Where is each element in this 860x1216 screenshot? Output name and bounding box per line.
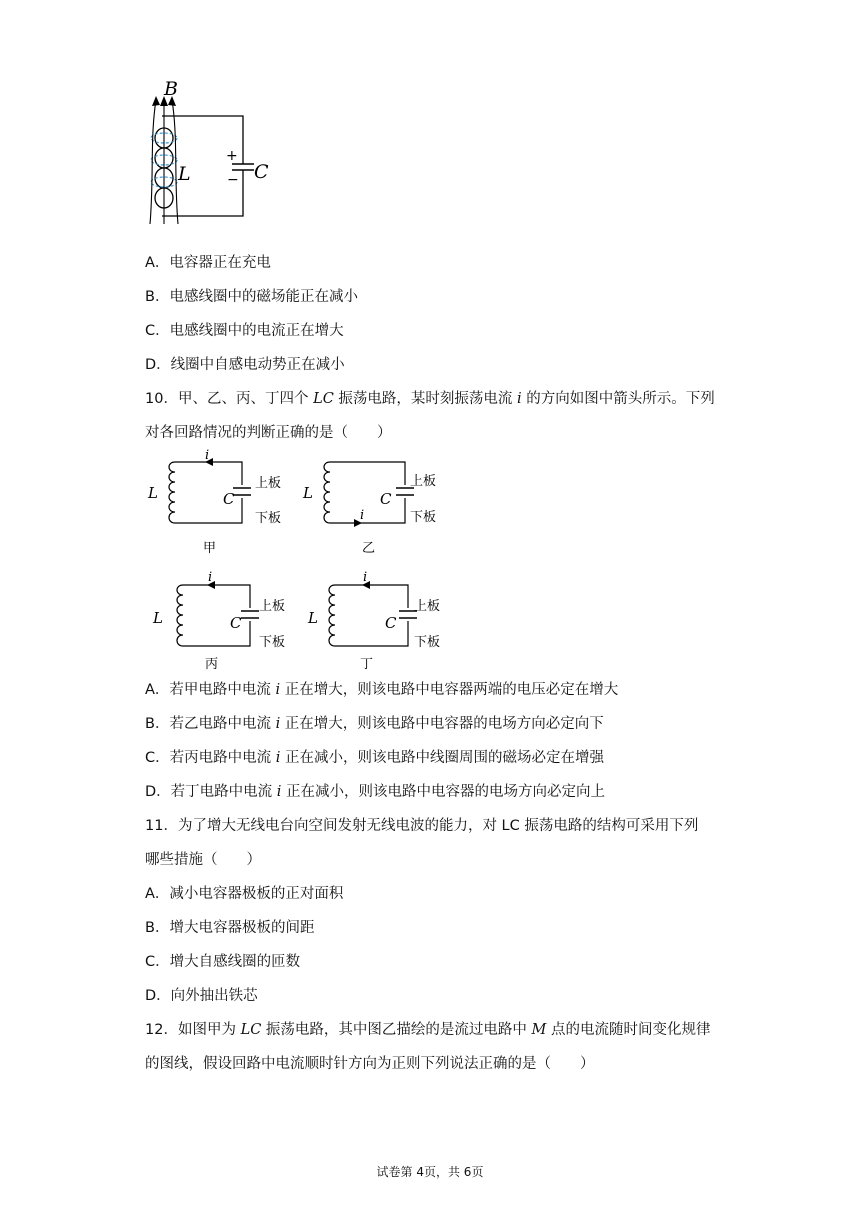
circuit-yi-upper: 上板 <box>410 474 437 489</box>
circuit-yi-lower: 下板 <box>410 510 437 525</box>
q9-option-c: C．电感线圈中的电流正在增大 <box>145 323 344 339</box>
circuit-yi-L: L <box>303 484 313 502</box>
circuit-ding-lower: 下板 <box>414 635 441 650</box>
circuit-jia-C: C <box>223 490 235 508</box>
circuit-bing-C: C <box>230 614 242 632</box>
circuit-bing-lower: 下板 <box>259 635 286 650</box>
label-plus: + <box>226 148 238 164</box>
q11-option-b: B．增大电容器极板的间距 <box>145 920 315 936</box>
q11-option-d: D．向外抽出铁芯 <box>145 988 258 1004</box>
q10-option-c: C．若丙电路中电流 i 正在减小，则该电路中线圈周围的磁场必定在增强 <box>145 750 604 766</box>
q12-stem-line1: 12．如图甲为 LC 振荡电路，其中图乙描绘的是流过电路中 M 点的电流随时间变化规律 <box>145 1022 711 1038</box>
circuit-bing <box>145 570 290 673</box>
q11-stem-line1: 11．为了增大无线电台向空间发射无线电波的能力，对 LC 振荡电路的结构可采用下列 <box>145 818 699 834</box>
q10-stem-line2: 对各回路情况的判断正确的是（ ） <box>145 425 392 441</box>
circuit-jia <box>145 450 290 560</box>
q12-stem-line2: 的图线，假设回路中电流顺时针方向为正则下列说法正确的是（ ） <box>145 1056 595 1072</box>
q10-option-b: B．若乙电路中电流 i 正在增大，则该电路中电容器的电场方向必定向下 <box>145 716 604 732</box>
q9-option-a: A．电容器正在充电 <box>145 255 271 271</box>
circuit-bing-upper: 上板 <box>259 599 286 614</box>
label-minus: − <box>227 172 239 188</box>
circuit-ding-i: i <box>363 570 368 585</box>
circuit-ding-L: L <box>308 609 318 627</box>
q11-option-c: C．增大自感线圈的匝数 <box>145 954 301 970</box>
circuit-bing-i: i <box>208 570 213 585</box>
circuit-yi-name: 乙 <box>362 541 376 556</box>
circuit-jia-name: 甲 <box>203 541 217 556</box>
q11-stem-line2: 哪些措施（ ） <box>145 852 261 868</box>
label-B: B <box>164 78 178 100</box>
circuit-ding <box>300 570 445 673</box>
circuit-bing-L: L <box>153 609 163 627</box>
circuit-bing-name: 丙 <box>205 657 219 672</box>
q10-option-d: D．若丁电路中电流 i 正在减小，则该电路中电容器的电场方向必定向上 <box>145 784 606 800</box>
circuit-jia-i: i <box>205 448 210 463</box>
circuit-ding-C: C <box>385 614 397 632</box>
circuit-ding-upper: 上板 <box>414 599 441 614</box>
circuit-yi <box>300 450 445 560</box>
q11-option-a: A．减小电容器极板的正对面积 <box>145 886 344 902</box>
circuit-jia-L: L <box>148 484 158 502</box>
circuit-jia-lower: 下板 <box>255 511 282 526</box>
page-footer: 试卷第 4页，共 6页 <box>376 1165 484 1179</box>
q10-option-a: A．若甲电路中电流 i 正在增大，则该电路中电容器两端的电压必定在增大 <box>145 682 619 698</box>
figure-inductor-capacitor <box>140 78 275 228</box>
circuit-yi-i: i <box>360 508 365 523</box>
circuit-jia-upper: 上板 <box>255 476 282 491</box>
circuit-yi-C: C <box>380 490 392 508</box>
q10-stem-line1: 10．甲、乙、丙、丁四个 LC 振荡电路，某时刻振荡电流 i 的方向如图中箭头所示。下列 <box>145 391 715 407</box>
q9-option-d: D．线圈中自感电动势正在减小 <box>145 357 345 373</box>
circuit-ding-name: 丁 <box>360 657 374 672</box>
label-L: L <box>178 163 191 185</box>
label-C: C <box>254 161 269 183</box>
q9-option-b: B．电感线圈中的磁场能正在减小 <box>145 289 358 305</box>
